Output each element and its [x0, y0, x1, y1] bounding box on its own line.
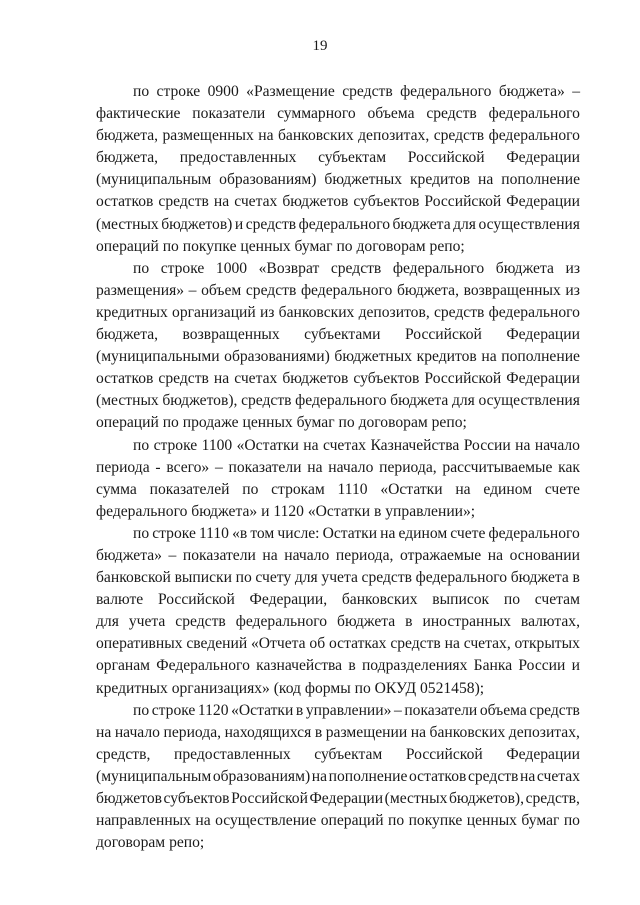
text-line: бюджетов субъектов Российской Федерации (местных бюджетов), средств, [96, 790, 580, 807]
page-number: 19 [312, 38, 328, 54]
text-line: по строке 1120 «Остатки в управлении» – показатели объема средств [133, 701, 580, 719]
text-line: договорам репо; [96, 834, 205, 852]
text-line: по строке 1000 «Возврат средств федерального бюджета из [133, 259, 580, 277]
document-body [96, 81, 580, 854]
text-line: сумма показателей по строкам 1110 «Остатки на едином счете [96, 480, 580, 498]
text-line: банковской выписки по счету для учета средств федерального бюджета в [96, 569, 580, 587]
text-line: по строке 1100 «Остатки на счетах Казначейства России на начало [133, 436, 580, 454]
paragraph-p1120 [96, 700, 580, 855]
text-line: (местных бюджетов), средств федерального бюджета для осуществления [96, 392, 580, 410]
text-line: бюджета» – показатели на начало периода, отражаемые на основании [96, 546, 580, 564]
text-line: остатков средств на счетах бюджетов субъектов Российской Федерации [96, 370, 580, 388]
text-line: (муниципальным образованиям) бюджетных кредитов на пополнение [96, 171, 580, 189]
paragraph-p1100 [96, 435, 580, 523]
text-line: бюджета, возвращенных субъектами Российской Федерации [96, 326, 580, 344]
text-line: периода - всего» – показатели на начало периода, рассчитываемые как [96, 458, 580, 476]
text-line: (местных бюджетов) и средств федерального бюджета для осуществления [96, 215, 580, 233]
paragraph-p1000 [96, 258, 580, 435]
text-line: (муниципальными образованиями) бюджетных кредитов на пополнение [96, 348, 580, 366]
text-line: операций по продаже ценных бумаг по договорам репо; [96, 414, 467, 432]
text-line: кредитных организаций из банковских депозитов, средств федерального [96, 303, 580, 321]
text-line: федерального бюджета» и 1120 «Остатки в управлении»; [96, 502, 476, 520]
paragraph-p1110 [96, 523, 580, 700]
paragraph-p0900 [96, 81, 580, 258]
text-line: размещения» – объем средств федерального бюджета, возвращенных из [96, 281, 580, 299]
text-line: валюте Российской Федерации, банковских выписок по счетам [96, 591, 580, 609]
text-line: оперативных сведений «Отчета об остатках средств на счетах, открытых [96, 635, 580, 653]
text-line: фактические показатели суммарного объема средств федерального [96, 105, 580, 123]
text-line: направленных на осуществление операций по покупке ценных бумаг по [96, 812, 580, 830]
text-line: остатков средств на счетах бюджетов субъектов Российской Федерации [96, 193, 580, 211]
text-line: органам Федерального казначейства в подразделениях Банка России и [96, 657, 580, 675]
text-line: средств, предоставленных субъектам Российской Федерации [96, 745, 580, 763]
text-line: на начало периода, находящихся в размещении на банковских депозитах, [96, 723, 580, 741]
text-line: бюджета, предоставленных субъектам Российской Федерации [96, 149, 580, 167]
text-line: по строке 1110 «в том числе: Остатки на едином счете федерального [133, 524, 580, 542]
text-line: кредитных организациях» (код формы по ОКУД 0521458); [96, 679, 485, 697]
text-line: по строке 0900 «Размещение средств федерального бюджета» – [133, 83, 580, 100]
text-line: бюджета, размещенных на банковских депозитах, средств федерального [96, 127, 580, 145]
text-line: (муниципальным образованиям) на пополнение остатков средств на счетах [96, 767, 580, 785]
text-line: для учета средств федерального бюджета в иностранных валютах, [96, 613, 580, 631]
text-line: операций по покупке ценных бумаг по договорам репо; [96, 237, 465, 255]
